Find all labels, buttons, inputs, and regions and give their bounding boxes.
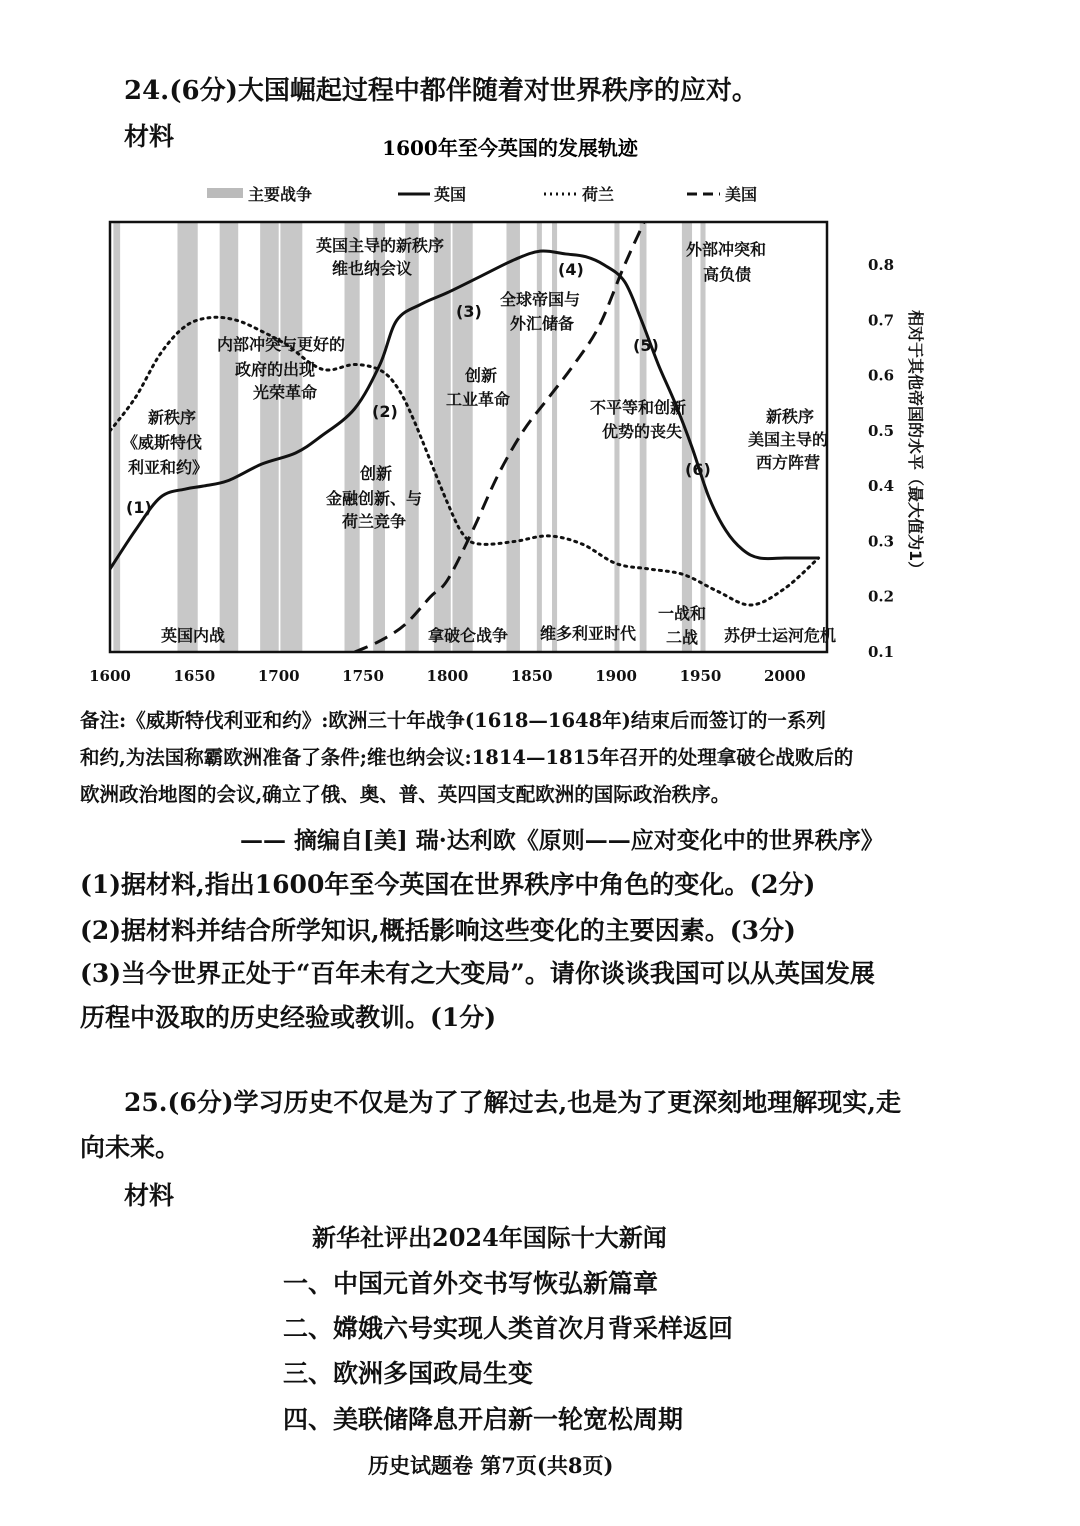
y-tick-label: 0.6	[868, 366, 895, 385]
war-band	[373, 222, 385, 652]
annotation: 工业革命	[446, 390, 511, 409]
y-axis-label: 相对于其他帝国的水平（最大值为1）	[906, 310, 925, 578]
war-band	[506, 222, 519, 652]
x-tick-label: 1650	[173, 667, 216, 685]
annotation: 创新	[360, 464, 393, 483]
question-24-heading: 24.(6分)大国崛起过程中都伴随着对世界秩序的应对。	[124, 76, 758, 106]
annotation-number: (4)	[558, 260, 584, 279]
y-axis-ticks	[868, 256, 894, 661]
annotation: 全球帝国与	[500, 290, 581, 309]
x-tick-label: 1750	[342, 667, 384, 685]
y-tick-label: 0.7	[868, 311, 895, 330]
source-citation: —— 摘编自[美] 瑞·达利欧《原则——应对变化中的世界秩序》	[240, 827, 884, 854]
annotation: 利亚和约》	[128, 458, 209, 477]
annotation: 优势的丧失	[602, 422, 683, 441]
y-tick-label: 0.8	[868, 256, 895, 274]
war-band	[405, 222, 418, 652]
annotation-number: (1)	[126, 498, 152, 517]
annotation: 新秩序	[148, 408, 197, 427]
news-item: 一、中国元首外交书写恢弘新篇章	[283, 1269, 659, 1298]
y-tick-label: 0.5	[868, 421, 895, 440]
question-24-1: (1)据材料,指出1600年至今英国在世界秩序中角色的变化。(2分)	[80, 870, 816, 899]
annotation-number: (6)	[685, 460, 711, 479]
x-tick-label: 1800	[426, 667, 469, 685]
war-band	[220, 222, 239, 652]
annotation: 光荣革命	[253, 383, 318, 402]
annotation: 外部冲突和	[686, 240, 767, 259]
x-tick-label: 2000	[763, 667, 806, 685]
annotation-number: (3)	[456, 302, 482, 321]
war-label: 二战	[666, 628, 699, 647]
news-title: 新华社评出2024年国际十大新闻	[312, 1223, 667, 1252]
annotation-number: (5)	[633, 336, 659, 355]
annotation: 政府的出现	[235, 360, 316, 379]
question-25-heading-cont: 向未来。	[80, 1133, 181, 1162]
war-band	[537, 222, 542, 652]
war-label: 维多利亚时代	[540, 624, 637, 643]
y-tick-label: 0.4	[868, 477, 895, 496]
war-band	[280, 222, 302, 652]
war-band	[260, 222, 279, 652]
annotation: 维也纳会议	[332, 259, 413, 278]
annotation: 外汇储备	[510, 314, 575, 333]
war-label: 拿破仑战争	[428, 626, 509, 645]
annotation: 英国主导的新秩序	[316, 236, 445, 255]
note-line-2: 和约,为法国称霸欧洲准备了条件;维也纳会议:1814—1815年召开的处理拿破仑战败后的	[80, 746, 854, 769]
x-tick-label: 1900	[595, 667, 637, 685]
x-axis-ticks	[89, 667, 806, 685]
y-tick-label: 0.3	[868, 532, 895, 551]
annotation: 创新	[465, 366, 498, 385]
question-24-3-cont: 历程中汲取的历史经验或教训。(1分)	[80, 1003, 497, 1032]
annotation: 西方阵营	[756, 453, 821, 472]
news-item: 四、美联储降息开启新一轮宽松周期	[283, 1405, 684, 1434]
y-tick-label: 0.2	[868, 587, 895, 606]
annotation: 内部冲突与更好的	[217, 335, 346, 354]
annotation: 荷兰竞争	[342, 512, 407, 531]
material-label-25: 材料	[124, 1181, 175, 1210]
question-24-2: (2)据材料并结合所学知识,概括影响这些变化的主要因素。(3分)	[80, 916, 796, 945]
war-band	[345, 222, 360, 652]
annotation-number: (2)	[372, 402, 398, 421]
legend-war-swatch	[207, 188, 243, 198]
legend-uk-label: 英国	[434, 185, 467, 204]
chart-legend	[207, 185, 757, 204]
material-label: 材料	[124, 122, 175, 151]
legend-nl-label: 荷兰	[582, 185, 615, 204]
legend-us-label: 美国	[725, 185, 758, 204]
news-item: 三、欧洲多国政局生变	[283, 1359, 534, 1388]
x-tick-label: 1600	[89, 667, 131, 685]
annotation: 不平等和创新	[590, 398, 687, 417]
x-tick-label: 1850	[510, 667, 553, 685]
legend-war-label: 主要战争	[248, 185, 313, 204]
annotation: 新秩序	[766, 407, 815, 426]
annotation: 金融创新、与	[326, 489, 423, 508]
note-line-3: 欧洲政治地图的会议,确立了俄、奥、普、英四国支配欧洲的国际政治秩序。	[80, 783, 731, 806]
page-footer: 历史试题卷 第7页(共8页)	[368, 1453, 614, 1478]
war-band	[700, 222, 705, 652]
x-tick-label: 1950	[679, 667, 722, 685]
annotation: 高负债	[703, 265, 752, 284]
uk-development-chart	[70, 125, 930, 695]
question-25-heading: 25.(6分)学习历史不仅是为了了解过去,也是为了更深刻地理解现实,走	[124, 1088, 901, 1117]
question-24-3: (3)当今世界正处于“百年未有之大变局”。请你谈谈我国可以从英国发展	[80, 959, 875, 988]
war-band	[552, 222, 557, 652]
war-label: 一战和	[658, 604, 707, 623]
war-band	[113, 222, 120, 652]
y-tick-label: 0.1	[868, 643, 895, 661]
war-label: 苏伊士运河危机	[724, 626, 837, 645]
note-line-1: 备注:《威斯特伐利亚和约》:欧洲三十年战争(1618—1648年)结束后而签订的一系列	[80, 709, 826, 732]
news-item: 二、嫦娥六号实现人类首次月背采样返回	[283, 1314, 734, 1343]
annotation: 《威斯特伐	[122, 433, 203, 452]
chart-title: 1600年至今英国的发展轨迹	[382, 136, 638, 160]
x-tick-label: 1700	[257, 667, 300, 685]
war-label: 英国内战	[161, 626, 226, 645]
annotation: 美国主导的	[748, 430, 829, 449]
